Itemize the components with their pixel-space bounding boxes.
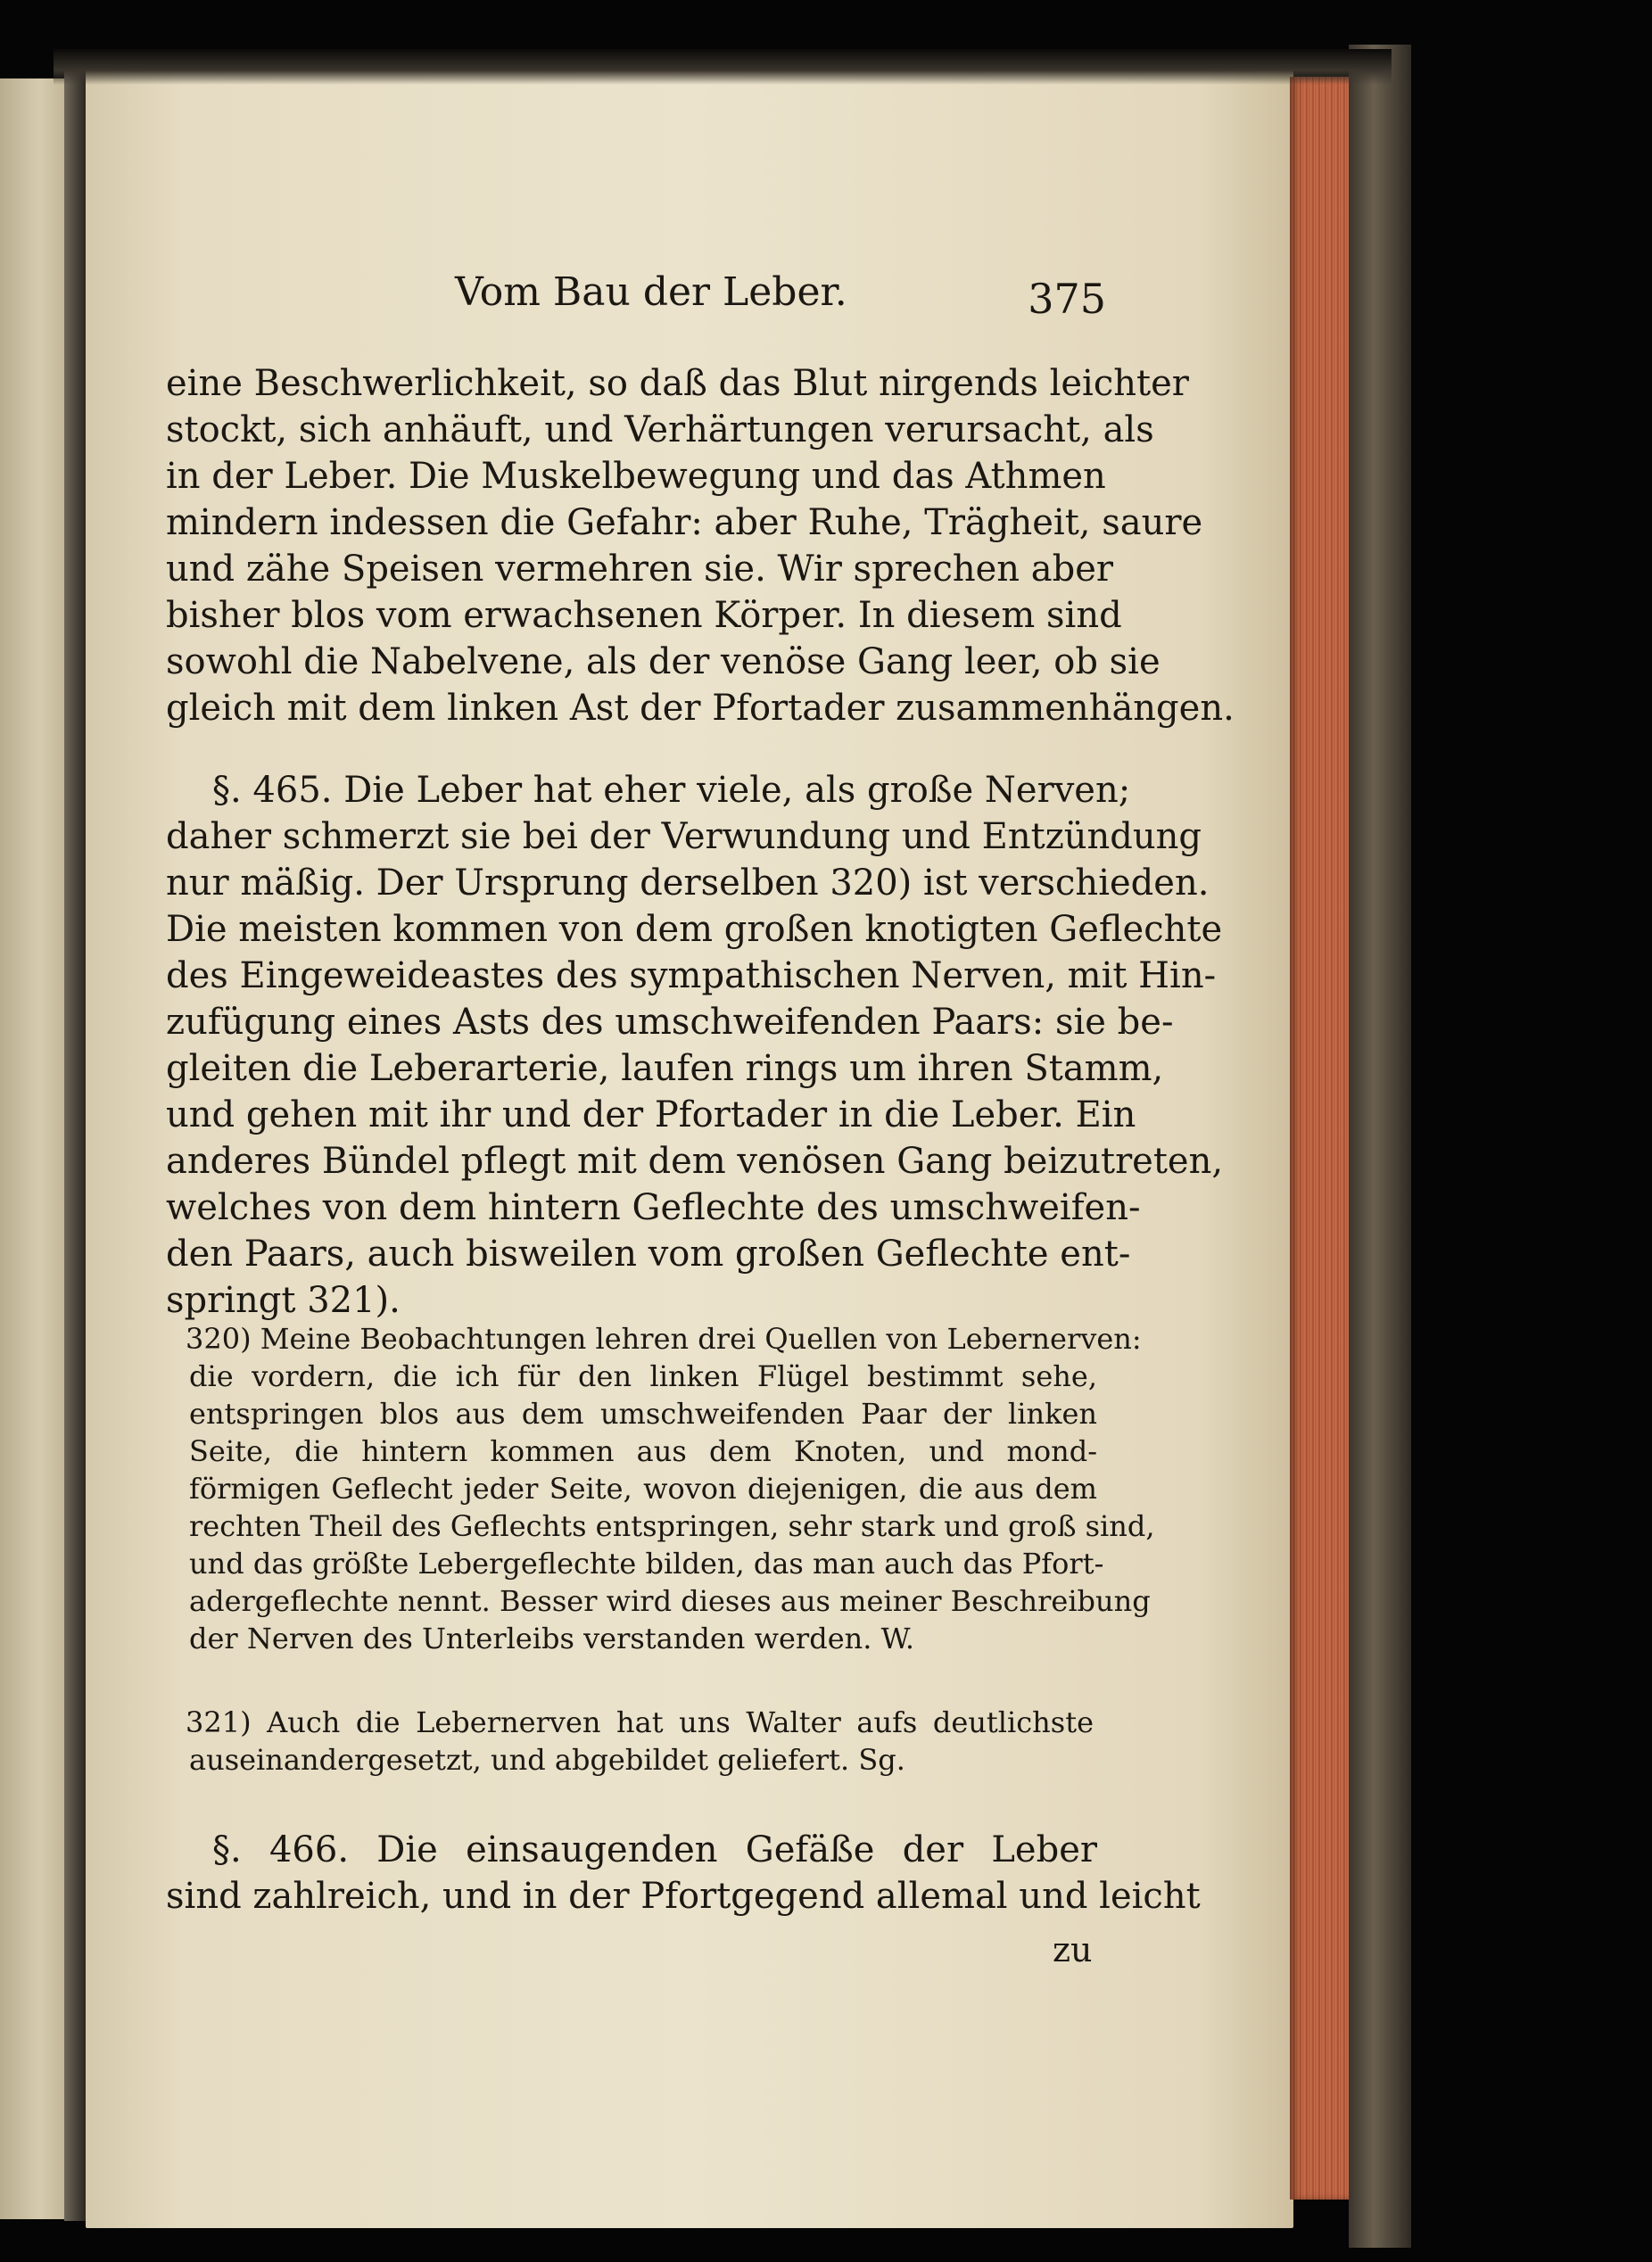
text-line: Die meisten kommen von dem großen knotigten Geflechte — [166, 909, 1223, 950]
running-title: Vom Bau der Leber. — [455, 269, 847, 315]
footnote-line: der Nerven des Unterleibs verstanden werden. W. — [189, 1622, 915, 1655]
text-line: bisher blos vom erwachsenen Körper. In diesem sind — [166, 595, 1122, 636]
text-line: §. 465. Die Leber hat eher viele, als große Nerven; — [212, 770, 1131, 811]
footnote-line: auseinandergesetzt, und abgebildet geliefert. Sg. — [189, 1743, 905, 1777]
text-line: stockt, sich anhäuft, und Verhärtungen verursacht, als — [166, 409, 1154, 450]
text-line: gleich mit dem linken Ast der Pfortader zusammenhängen. — [166, 688, 1235, 729]
text-line: eine Beschwerlichkeit, so daß das Blut nirgends leichter — [166, 363, 1189, 404]
text-line: zufügung eines Asts des umschweifenden Paars: sie be- — [166, 1002, 1174, 1043]
book-cover-edge — [1349, 45, 1411, 2248]
text-line: des Eingeweideastes des sympathischen Nerven, mit Hin- — [166, 955, 1217, 996]
text-line: daher schmerzt sie bei der Verwundung und Entzündung — [166, 816, 1202, 857]
text-line: in der Leber. Die Muskelbewegung und das Athmen — [166, 456, 1106, 497]
text-line: anderes Bündel pflegt mit dem venösen Gang beizutreten, — [166, 1141, 1224, 1182]
footnote-line: Seite, die hintern kommen aus dem Knoten, und mond- — [189, 1434, 1097, 1468]
text-line: nur mäßig. Der Ursprung derselben 320) ist verschieden. — [166, 863, 1210, 904]
text-line: und zähe Speisen vermehren sie. Wir sprechen aber — [166, 549, 1114, 590]
page-header — [446, 269, 1124, 332]
text-line: sowohl die Nabelvene, als der venöse Gang leer, ob sie — [166, 641, 1161, 682]
footnote-line: und das größte Lebergeflechte bilden, das man auch das Pfort- — [189, 1547, 1104, 1581]
text-line: welches von dem hintern Geflechte des umschweifen- — [166, 1187, 1141, 1228]
top-shadow — [54, 49, 1392, 85]
footnote-line: förmigen Geflecht jeder Seite, wovon diejenigen, die aus dem — [189, 1472, 1097, 1506]
footnote-line: 321) Auch die Lebernerven hat uns Walter aufs deutlichste — [186, 1705, 1094, 1739]
footnote-line: entspringen blos aus dem umschweifenden Paar der linken — [189, 1397, 1097, 1431]
catchword: zu — [1053, 1930, 1093, 1969]
left-page-edge — [0, 78, 71, 2219]
text-line: den Paars, auch bisweilen vom großen Geflechte ent- — [166, 1234, 1131, 1275]
text-line: §. 466. Die einsaugenden Gefäße der Leber — [212, 1829, 1097, 1870]
text-line: mindern indessen die Gefahr: aber Ruhe, Trägheit, saure — [166, 502, 1203, 543]
text-line: gleiten die Leberarterie, laufen rings um ihren Stamm, — [166, 1048, 1164, 1089]
text-line: springt 321). — [166, 1280, 401, 1321]
text-line: sind zahlreich, und in der Pfortgegend allemal und leicht — [166, 1876, 1201, 1917]
page-number: 375 — [1028, 275, 1106, 323]
text-line: und gehen mit ihr und der Pfortader in die Leber. Ein — [166, 1094, 1136, 1135]
footnote-line: 320) Meine Beobachtungen lehren drei Quellen von Lebernerven: — [186, 1322, 1142, 1356]
footnote-line: die vordern, die ich für den linken Flügel bestimmt sehe, — [189, 1359, 1097, 1393]
footnote-line: adergeflechte nennt. Besser wird dieses aus meiner Beschreibung — [189, 1584, 1151, 1618]
page-edges — [1290, 77, 1356, 2200]
footnote-line: rechten Theil des Geflechts entspringen, sehr stark und groß sind, — [189, 1509, 1155, 1543]
